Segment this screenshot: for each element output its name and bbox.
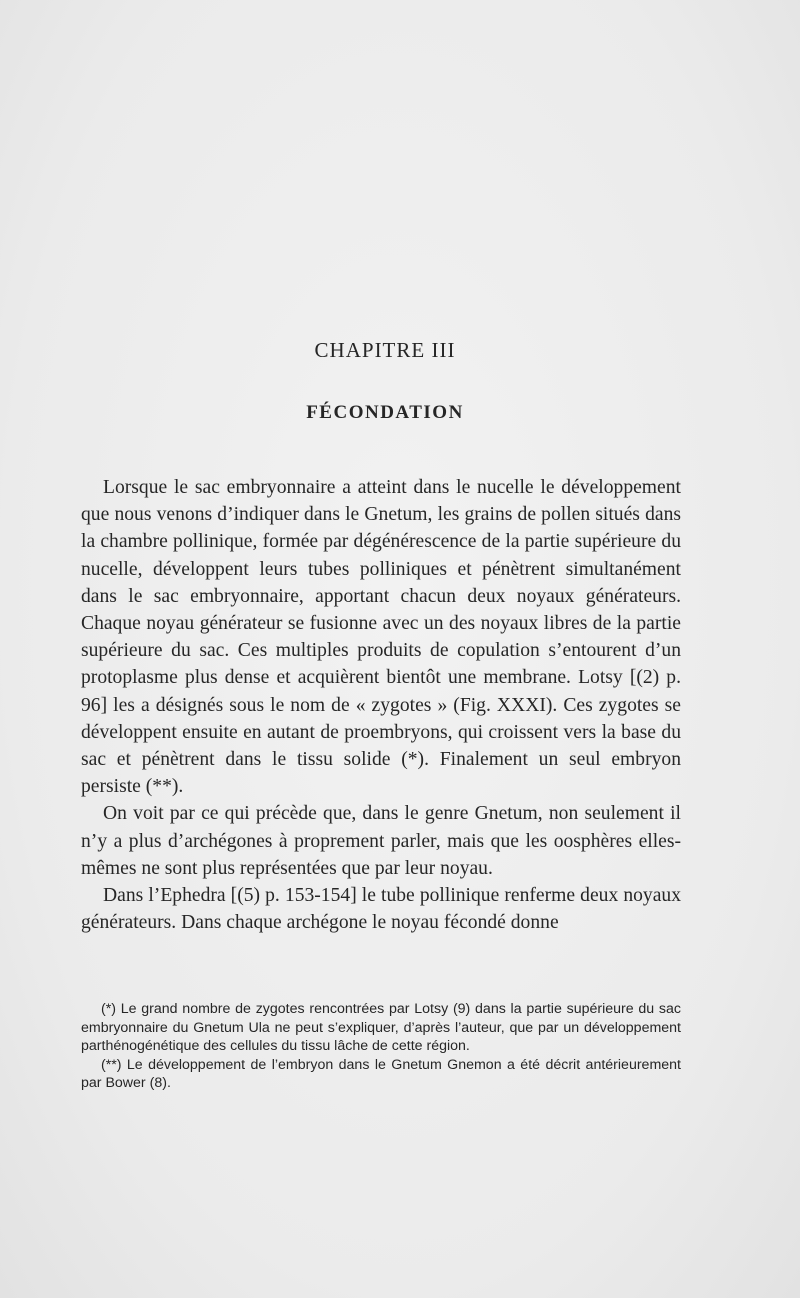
body-text xyxy=(81,474,681,936)
footnotes xyxy=(81,1000,681,1093)
footnote-1: (*) Le grand nombre de zygotes rencontrées par Lotsy (9) dans la partie supérieure du sac embryonnaire du Gnetum Ula ne peut s’expliquer, d’après l’auteur, que par un développement parthénogénétique des cellules du tissu lâche de cette région. xyxy=(81,1001,681,1055)
chapter-heading: CHAPITRE III xyxy=(314,338,456,362)
paragraph-ephedra: Dans l’Ephedra [(5) p. 153-154] le tube pollinique renferme deux noyaux générateurs. Dans chaque archégone le noyau fécondé donne xyxy=(81,885,681,934)
section-heading: FÉCONDATION xyxy=(306,402,464,423)
paragraph-gnetum-conclusion: On voit par ce qui précède que, dans le genre Gnetum, non seulement il n’y a plus d’archégones à proprement parler, mais que les oosphères elles-mêmes ne sont plus représentées que par leur noyau. xyxy=(81,803,681,879)
paragraph-fecondation-gnetum: Lorsque le sac embryonnaire a atteint dans le nucelle le développement que nous venons d’indiquer dans le Gnetum, les grains de pollen situés dans la chambre pollinique, formée par dégénérescence de la partie supérieure du nucelle, développent leurs tubes polliniques et pénètrent simultanément dans le sac embryonnaire, apportant chacun deux noyaux générateurs. Chaque noyau générateur se fusionne avec un des noyaux libres de la partie supérieure du sac. Ces multiples produits de copulation s’entourent d’un protoplasme plus dense et acquièrent bientôt une membrane. Lotsy [(2) p. 96] les a désignés sous le nom de « zygotes » (Fig. XXXI). Ces zygotes se développent ensuite en autant de proembryons, qui croissent vers la base du sac et pénètrent dans le tissu solide (*). Finalement un seul embryon persiste (**). xyxy=(81,477,681,798)
footnote-2: (**) Le développement de l’embryon dans le Gnetum Gnemon a été décrit antérieurement par Bower (8). xyxy=(81,1056,681,1092)
